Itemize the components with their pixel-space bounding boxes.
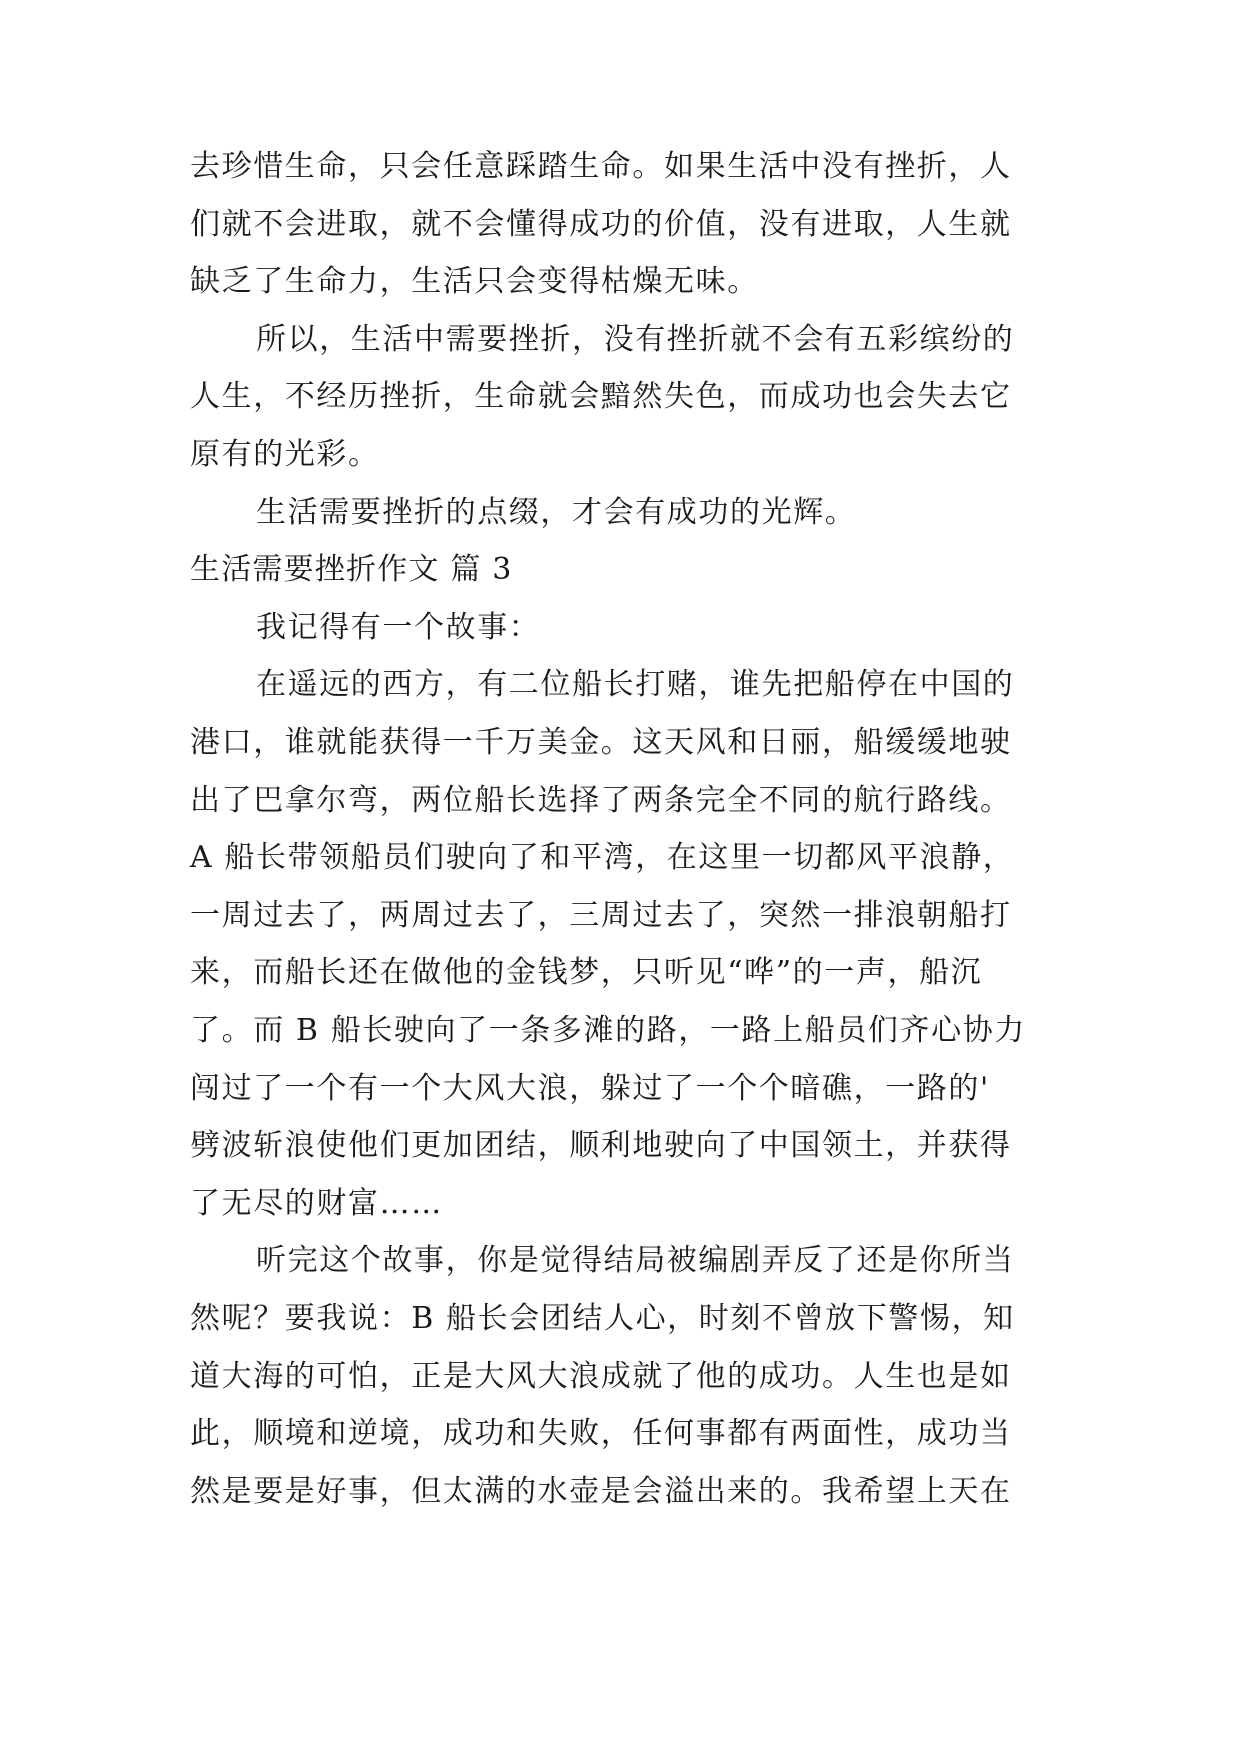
text-line: 了无尽的财富…… bbox=[190, 1185, 443, 1221]
text-line: 然是要是好事，但太满的水壶是会溢出来的。我希望上天在 bbox=[190, 1473, 1012, 1509]
text-line: 我记得有一个故事： bbox=[256, 609, 541, 645]
text-line: 们就不会进取，就不会懂得成功的价值，没有进取，人生就 bbox=[190, 206, 1012, 242]
text-line: 所以，生活中需要挫折，没有挫折就不会有五彩缤纷的 bbox=[256, 321, 1015, 357]
text-line: 道大海的可怕，正是大风大浪成就了他的成功。人生也是如 bbox=[190, 1358, 1012, 1394]
text-line: 然呢？要我说：B 船长会团结人心，时刻不曾放下警惕，知 bbox=[190, 1301, 1015, 1336]
text-line: 闯过了一个有一个大风大浪，躲过了一个个暗礁，一路的' bbox=[190, 1070, 990, 1106]
text-line: 生活需要挫折的点缀，才会有成功的光辉。 bbox=[256, 494, 857, 530]
text-line: 港口，谁就能获得一千万美金。这天风和日丽，船缓缓地驶 bbox=[190, 725, 1012, 760]
text-line: A 船长带领船员们驶向了和平湾，在这里一切都风平浪静， bbox=[190, 840, 1015, 876]
text-line: 来，而船长还在做他的金钱梦，只听见“哗”的一声，船沉 bbox=[190, 955, 983, 991]
text-line: 了。而 B 船长驶向了一条多滩的路，一路上船员们齐心协力 bbox=[190, 1013, 1026, 1048]
text-line: 人生，不经历挫折，生命就会黯然失色，而成功也会失去它 bbox=[190, 379, 1012, 415]
text-line: 在遥远的西方，有二位船长打赌，谁先把船停在中国的 bbox=[256, 667, 1015, 703]
text-line: 此，顺境和逆境，成功和失败，任何事都有两面性，成功当 bbox=[190, 1416, 1012, 1452]
text-line: 一周过去了，两周过去了，三周过去了，突然一排浪朝船打 bbox=[190, 897, 1012, 933]
text-line: 缺乏了生命力，生活只会变得枯燥无味。 bbox=[190, 264, 759, 300]
section-heading: 生活需要挫折作文 篇 3 bbox=[190, 552, 513, 588]
text-line: 原有的光彩。 bbox=[190, 437, 380, 472]
text-line: 听完这个故事，你是觉得结局被编剧弄反了还是你所当 bbox=[256, 1243, 1015, 1279]
text-line: 出了巴拿尔弯，两位船长选择了两条完全不同的航行路线。 bbox=[190, 782, 1012, 818]
text-line: 劈波斩浪使他们更加团结，顺利地驶向了中国领土，并获得 bbox=[190, 1128, 1012, 1164]
text-line: 去珍惜生命，只会任意踩踏生命。如果生活中没有挫折，人 bbox=[190, 149, 1012, 184]
